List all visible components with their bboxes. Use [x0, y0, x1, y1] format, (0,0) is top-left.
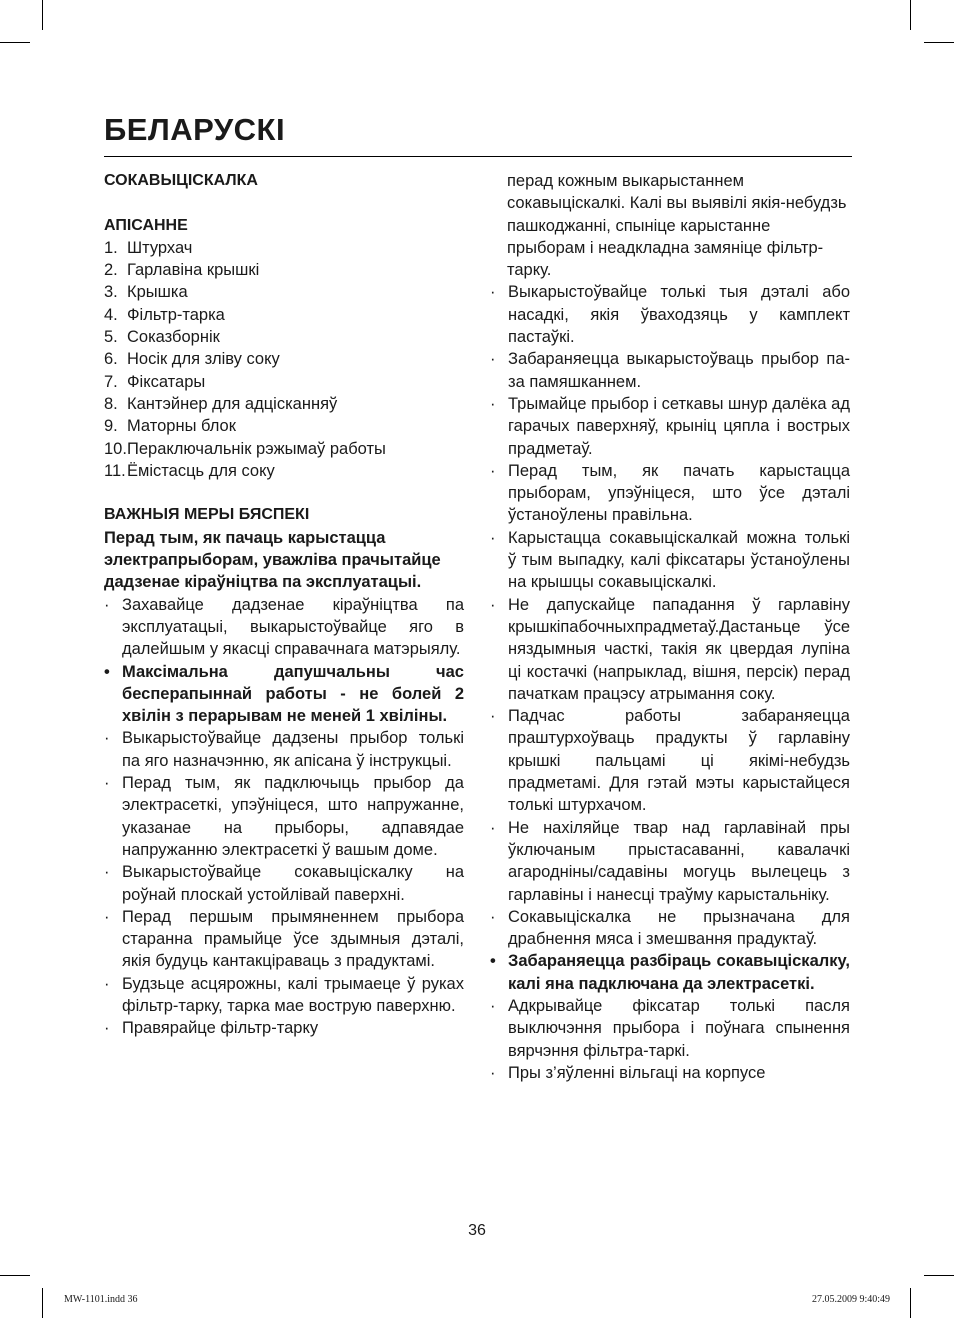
bullet-marker: · [490, 907, 496, 926]
bullet-text: Правярайце фільтр-тарку [122, 1019, 319, 1038]
item-label: Маторны блок [127, 417, 236, 436]
safety-list [104, 594, 464, 1040]
item-label: Крышка [127, 283, 188, 302]
bullet-marker: · [104, 907, 110, 926]
page-title: БЕЛАРУСКІ [104, 112, 286, 147]
list-item [104, 304, 464, 326]
list-item [490, 348, 850, 393]
left-column [104, 170, 464, 1040]
list-item [104, 906, 464, 973]
item-label: Пераключальнік рэжымаў работы [127, 439, 386, 458]
list-item [104, 326, 464, 348]
list-item [104, 438, 464, 460]
item-label: Штурхач [127, 238, 193, 257]
list-item [104, 1017, 464, 1039]
bullet-marker: · [104, 863, 110, 882]
list-item [490, 1062, 850, 1084]
bullet-marker: · [104, 774, 110, 793]
bullet-marker: • [490, 952, 496, 971]
item-number: 1. [104, 238, 118, 257]
bullet-marker: · [490, 996, 496, 1015]
list-item [104, 237, 464, 259]
list-item [104, 973, 464, 1018]
list-item [104, 772, 464, 861]
item-number: 4. [104, 305, 118, 324]
list-item [104, 348, 464, 370]
item-label: Ёмістасць для соку [127, 461, 275, 480]
crop-mark [42, 1288, 43, 1318]
bullet-text: Падчас работы забараняецца праштурхоўваць прадукты ў гарлавіну крышкі пальцамі ці якімі-небудзь прадметамі. Для гэтай мэты карыстайцеся толькі штурхачом. [508, 707, 850, 815]
item-number: 11. [104, 461, 126, 480]
item-number: 10. [104, 439, 127, 458]
list-item [104, 594, 464, 661]
safety-lead: Перад тым, як пачаць карыстацца электрапрыборам, уважліва прачытайце дадзенае кіраўніцтва па эксплуатацыі. [104, 528, 441, 592]
list-item [104, 661, 464, 728]
item-number: 6. [104, 350, 118, 369]
list-item [104, 371, 464, 393]
crop-mark [924, 42, 954, 43]
footer-file: MW-1101.indd 36 [64, 1294, 138, 1305]
item-number: 9. [104, 417, 118, 436]
list-item [490, 460, 850, 527]
bullet-marker: • [104, 662, 110, 681]
bullet-text: Захавайце дадзенае кіраўніцтва па эксплуатацыі, выкарыстоўвайце яго в далейшым у якасці справачнага матэрыялу. [122, 595, 464, 659]
list-item [490, 393, 850, 460]
list-item [104, 415, 464, 437]
parts-list [104, 237, 464, 482]
item-label: Кантэйнер для адцісканняў [127, 394, 338, 413]
title-rule [104, 156, 852, 157]
item-label: Фіксатары [127, 372, 206, 391]
list-item [104, 281, 464, 303]
product-heading: СОКАВЫЦІСКАЛКА [104, 172, 258, 189]
bullet-marker: · [490, 595, 496, 614]
continued-text: перад кожным выкарыстаннем сокавыціскалкі. Калі вы выявілі якія-небудзь пашкоджанні, спыніце карыстанне прыборам і неадкладна замяніце фільтр-тарку. [507, 172, 847, 280]
list-item [490, 995, 850, 1062]
item-label: Фільтр-тарка [127, 305, 225, 324]
safety-list-continued [490, 281, 850, 1084]
item-number: 8. [104, 394, 118, 413]
list-item [104, 861, 464, 906]
safety-heading: ВАЖНЫЯ МЕРЫ БЯСПЕКІ [104, 506, 310, 524]
bullet-text: Перад тым, як падключыць прыбор да электрасеткі, упэўніцеся, што напружанне, указанае на прыборы, адпавядае напружанню электрасеткі ў вашым доме. [122, 774, 464, 859]
item-number: 5. [104, 328, 118, 347]
bullet-text: Максімальна дапушчальны час бесперапыннай работы - не болей 2 хвілін з перарывам не меней 1 хвіліны. [122, 662, 464, 726]
bullet-text: Выкарыстоўвайце дадзены прыбор толькі па яго назначэнню, як апісана ў інструкцыі. [122, 729, 464, 770]
bullet-text: Перад тым, як пачать карыстацца прыборам, упэўніцеся, што ўсе дэталі ўстаноўлены правільна. [508, 461, 850, 525]
bullet-marker: · [490, 707, 496, 726]
item-label: Носік для зліву соку [127, 350, 280, 369]
bullet-text: Выкарыстоўвайце толькі тыя дэталі або насадкі, якія ўваходзяць у камплект пастаўкі. [508, 283, 850, 347]
bullet-text: Забараняецца выкарыстоўваць прыбор па-за памяшканнем. [508, 350, 850, 391]
list-item [490, 281, 850, 348]
list-item [490, 594, 850, 705]
bullet-text: Не нахіляйце твар над гарлавінай пры ўключаным прыстасаванні, кавалачкі агародніны/садавіны могуць вылецець з гарлавіны і нанесці траўму карыстальніку. [508, 818, 850, 904]
right-column [490, 170, 850, 1084]
bullet-text: Забараняецца разбіраць сокавыціскалку, калі яна падключана да электрасеткі. [508, 952, 850, 993]
item-number: 3. [104, 283, 118, 302]
list-item [104, 393, 464, 415]
bullet-text: Пры з’яўленні вільгаці на корпусе [508, 1063, 766, 1082]
crop-mark [0, 42, 30, 43]
crop-mark [0, 1275, 30, 1276]
bullet-text: Не дапускайце пападання ў гарлавіну крышкіпабочныхпрадметаў.Дастаньце ўсе няздымныя часткі, такія як цвердая лупіна ці костачкі (напрыклад, вішня, персік) перад пачаткам працэсу атрымання соку. [508, 595, 850, 703]
list-item [104, 460, 464, 482]
bullet-marker: · [104, 729, 110, 748]
list-item [490, 906, 850, 951]
list-item [490, 527, 850, 594]
bullet-text: Трымайце прыбор і сеткавы шнур далёка ад гарачых паверхняў, крыніц цяпла і вострых прадметаў. [508, 394, 850, 458]
list-item [490, 950, 850, 995]
item-label: Соказборнік [127, 328, 220, 347]
bullet-marker: · [104, 595, 110, 614]
list-item [490, 705, 850, 816]
item-number: 7. [104, 372, 118, 391]
bullet-marker: · [104, 974, 110, 993]
item-label: Гарлавіна крышкі [127, 261, 260, 280]
footer-timestamp: 27.05.2009 9:40:49 [811, 1294, 890, 1305]
crop-mark [910, 0, 911, 30]
bullet-marker: · [104, 1019, 110, 1038]
bullet-marker: · [490, 461, 496, 480]
bullet-text: Будзьце асцярожны, калі трымаеце ў руках фільтр-тарку, тарка мае вострую паверхню. [122, 974, 464, 1015]
crop-mark [910, 1288, 911, 1318]
list-item [104, 727, 464, 772]
bullet-marker: · [490, 283, 496, 302]
list-item [490, 817, 850, 906]
bullet-marker: · [490, 1063, 496, 1082]
bullet-marker: · [490, 528, 496, 547]
bullet-text: Карыстацца сокавыціскалкай можна толькі ў тым выпадку, калі фіксатары ўстаноўлены на крышцы сокавыціскалкі. [508, 528, 850, 592]
description-heading: АПІСАННЕ [104, 216, 188, 234]
bullet-marker: · [490, 394, 496, 413]
bullet-marker: · [490, 818, 496, 837]
crop-mark [924, 1275, 954, 1276]
crop-mark [42, 0, 43, 30]
bullet-text: Перад першым прымяненнем прыбора старанна прамыйце ўсе здымныя дэталі, якія будуць кантакціраваць з прадуктамі. [122, 907, 464, 971]
bullet-marker: · [490, 350, 496, 369]
item-number: 2. [104, 261, 118, 280]
bullet-text: Сокавыціскалка не прызначана для драбнення мяса і змешвання прадуктаў. [508, 907, 850, 949]
page-number: 36 [468, 1222, 486, 1239]
bullet-text: Адкрывайце фіксатар толькі пасля выключэння прыбора і поўнага спынення вярчэння фільтра-таркі. [508, 996, 850, 1060]
bullet-text: Выкарыстоўвайце сокавыціскалку на роўнай плоскай устойлівай паверхні. [122, 863, 464, 904]
list-item [104, 259, 464, 281]
